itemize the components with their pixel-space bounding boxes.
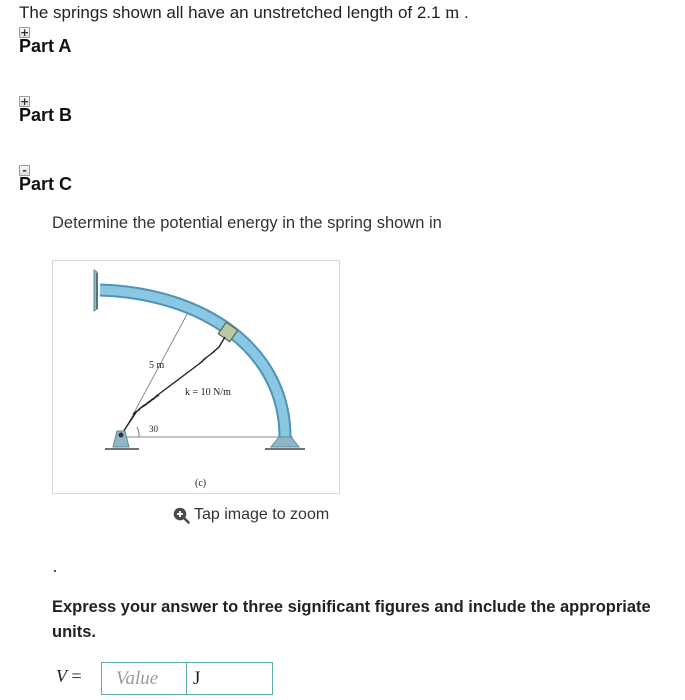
part-a-expand-icon[interactable]: + bbox=[20, 26, 30, 39]
angle-label: 30 bbox=[149, 424, 158, 434]
left-pin bbox=[119, 433, 124, 438]
answer-variable-label bbox=[56, 666, 82, 687]
zoom-label: Tap image to zoom bbox=[194, 506, 330, 523]
units-input[interactable] bbox=[186, 662, 273, 695]
spring-constant-label: k = 10 N/m bbox=[185, 387, 231, 398]
part-c-title[interactable]: Part C bbox=[19, 174, 73, 194]
part-b-title[interactable]: Part B bbox=[19, 105, 73, 125]
problem-figure[interactable] bbox=[52, 260, 340, 494]
value-input[interactable] bbox=[101, 662, 187, 695]
question-text: Determine the potential energy in the spring shown in bbox=[52, 214, 442, 232]
problem-statement bbox=[19, 2, 469, 23]
answer-instruction: Express your answer to three significant figures and include the appropriate units. bbox=[52, 598, 651, 641]
problem-period: . bbox=[459, 3, 469, 22]
variable-symbol: V bbox=[56, 666, 67, 686]
length-unit: m bbox=[445, 2, 460, 22]
part-c-collapse-icon[interactable]: - bbox=[19, 165, 30, 176]
problem-text: The springs shown all have an unstretched length of 2.1 bbox=[19, 3, 446, 22]
spring bbox=[121, 337, 225, 435]
length-label: 5 m bbox=[149, 360, 165, 371]
bullet-dot bbox=[54, 570, 56, 572]
equals-sign: = bbox=[67, 666, 82, 686]
tap-to-zoom[interactable] bbox=[172, 506, 329, 524]
figure-caption: (c) bbox=[195, 478, 207, 489]
right-support bbox=[271, 437, 299, 447]
spring-diagram bbox=[53, 261, 339, 493]
radius-line bbox=[121, 305, 192, 437]
part-b-expand-icon[interactable]: + bbox=[20, 95, 30, 108]
zoom-in-icon bbox=[172, 506, 190, 524]
part-a-title[interactable]: Part A bbox=[19, 36, 72, 56]
curved-pipe bbox=[100, 290, 285, 437]
angle-arc bbox=[137, 427, 139, 437]
